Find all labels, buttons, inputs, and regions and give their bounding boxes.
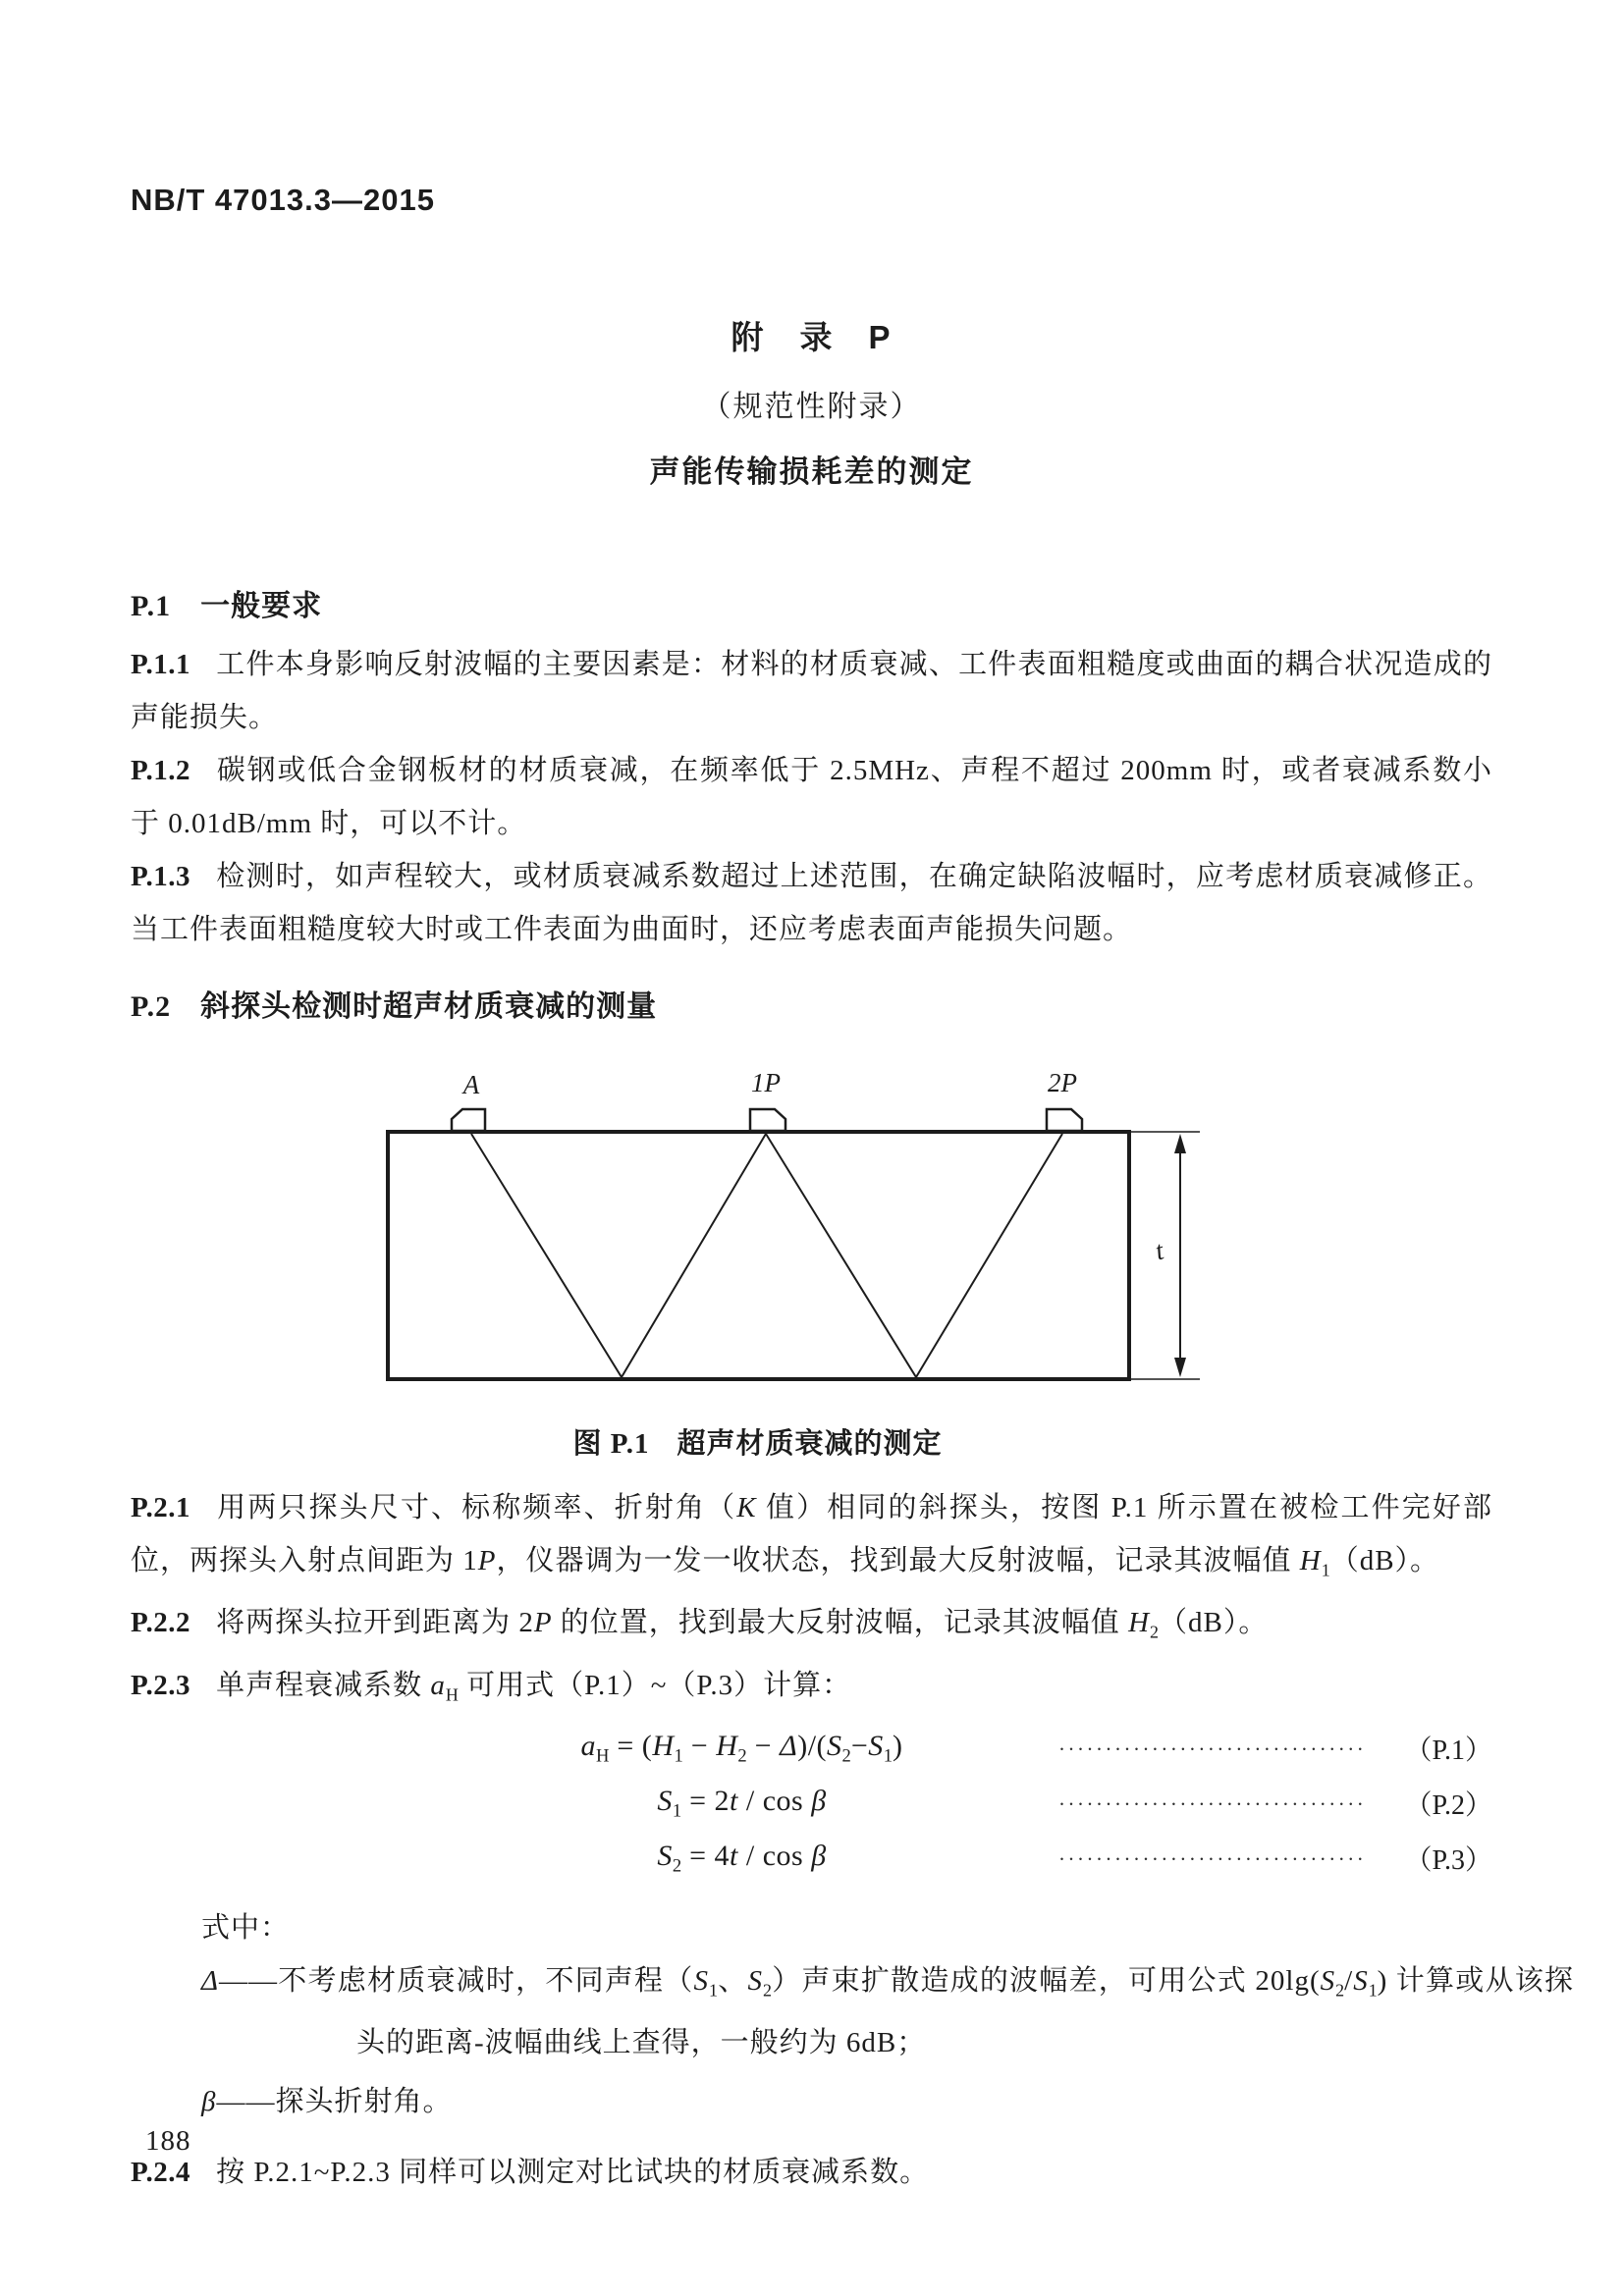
section-number: P.2 [131, 990, 172, 1023]
appendix-subtitle-normative: （规范性附录） [701, 391, 922, 423]
definition-beta: β——探头折射角。 [201, 2086, 453, 2118]
formula-p3-row [425, 1831, 1492, 1886]
probe-a-shape [452, 1109, 485, 1131]
paragraph-text: 按 P.2.1~P.2.3 同样可以测定对比试块的材质衰减系数。 [216, 2157, 930, 2189]
paragraph-number: P.1.3 [131, 861, 191, 892]
formula-p3-leader-dots: ································· [1058, 1847, 1367, 1872]
paragraph-text: 单声程衰减系数 $a_H$ 可用式（P.1）~（P.3）计算： [216, 1669, 852, 1704]
dimension-arrow-up [1174, 1134, 1186, 1153]
paragraph-p23 [131, 1659, 1492, 1721]
formula-p3-expression: $S_2 = 4t / \cos \beta$ [657, 1839, 827, 1877]
paragraph-text: 检测时，如声程较大，或材质衰减系数超过上述范围，在确定缺陷波幅时，应考虑材质衰减修正。当工件表面粗糙度较大时或工件表面为曲面时，还应考虑表面声能损失问题。 [131, 861, 1492, 945]
figure-caption [131, 1421, 1492, 1462]
definition-delta: Δ——不考虑材质衰减时，不同声程（$S_1$、$S_2$）声束扩散造成的波幅差，可用公式 $20\lg(S_2/S_1)$ 计算或从该探头的距离-波幅曲线上查得，一般约为 6dB； [201, 1964, 1574, 2059]
probe-a-label: A [462, 1070, 480, 1099]
paragraph-p22 [131, 1596, 1492, 1658]
paragraph-text: 将两探头拉开到距离为 2P 的位置，找到最大反射波幅，记录其波幅值 $H_2(dB)$。 [216, 1607, 1269, 1642]
paragraph-number: P.1.2 [131, 755, 191, 786]
section-heading-p2 [131, 982, 1492, 1025]
figure-caption-text: 超声材质衰减的测定 [677, 1428, 943, 1460]
paragraph-text: 碳钢或低合金钢板材的材质衰减，在频率低于 2.5MHz、声程不超过 200mm 时，或者衰减系数小于 0.01dB/mm 时，可以不计。 [131, 755, 1492, 839]
formula-p2-row [425, 1776, 1492, 1831]
formula-p3-number: （P.3） [1404, 1844, 1492, 1876]
paragraph-p21 [131, 1481, 1492, 1596]
probe-2p-label: 2P [1048, 1068, 1077, 1097]
paragraph-p13 [131, 850, 1492, 956]
paragraph-p24 [131, 2146, 1492, 2199]
formula-p1-leader-dots: ································· [1058, 1737, 1367, 1762]
probe-2p-shape [1047, 1109, 1082, 1131]
paragraph-p12 [131, 744, 1492, 850]
figure-caption-number: 图 P.1 [572, 1428, 650, 1460]
paragraph-number: P.2.3 [131, 1669, 191, 1701]
thickness-label: t [1152, 1235, 1167, 1266]
paragraph-number: P.2.1 [131, 1492, 191, 1523]
paragraph-number: P.2.2 [131, 1607, 191, 1639]
formula-p1-expression: $a_H = (H_1 - H_2 - \Delta)/(S_2-S_1)$ [580, 1729, 903, 1767]
probe-1p-label: 1P [751, 1068, 781, 1097]
appendix-subtitle-topic: 声能传输损耗差的测定 [649, 454, 974, 489]
formula-p1-row [425, 1721, 1492, 1776]
section-title: 斜探头检测时超声材质衰减的测量 [200, 990, 658, 1023]
page-number: 188 [145, 2125, 191, 2157]
paragraph-text: 用两只探头尺寸、标称频率、折射角（K 值）相同的斜探头，按图 P.1 所示置在被检工件完好部位，两探头入射点间距为 1P，仪器调为一发一收状态，找到最大反射波幅，记录其波幅值 $H_1(dB)$。 [131, 1492, 1492, 1580]
formula-p2-leader-dots: ································· [1058, 1792, 1367, 1817]
section-title: 一般要求 [200, 590, 323, 622]
ultrasonic-attenuation-diagram [334, 1048, 1237, 1407]
dimension-arrow-down [1174, 1358, 1186, 1377]
section-heading-p1 [131, 581, 1492, 624]
appendix-title: 附 录 P [731, 319, 893, 355]
paragraph-text: 工件本身影响反射波幅的主要因素是：材料的材质衰减、工件表面粗糙度或曲面的耦合状况造成的声能损失。 [131, 649, 1492, 733]
paragraph-number: P.2.4 [131, 2157, 191, 2189]
paragraph-p11 [131, 638, 1492, 744]
formula-p2-number: （P.2） [1404, 1789, 1492, 1821]
page-content [131, 183, 1574, 2199]
formula-p1-number: （P.1） [1404, 1735, 1492, 1766]
where-label: 式中： [201, 1911, 291, 1944]
section-number: P.1 [131, 590, 172, 622]
plate-outline [388, 1132, 1129, 1379]
standard-number-header: NB/T 47013.3—2015 [131, 183, 435, 217]
figure-p1 [334, 1048, 1492, 1412]
paragraph-number: P.1.1 [131, 649, 191, 680]
probe-1p-shape [750, 1109, 785, 1131]
sound-beam-path [471, 1134, 1062, 1377]
formula-p2-expression: $S_1 = 2t / \cos \beta$ [657, 1784, 827, 1822]
